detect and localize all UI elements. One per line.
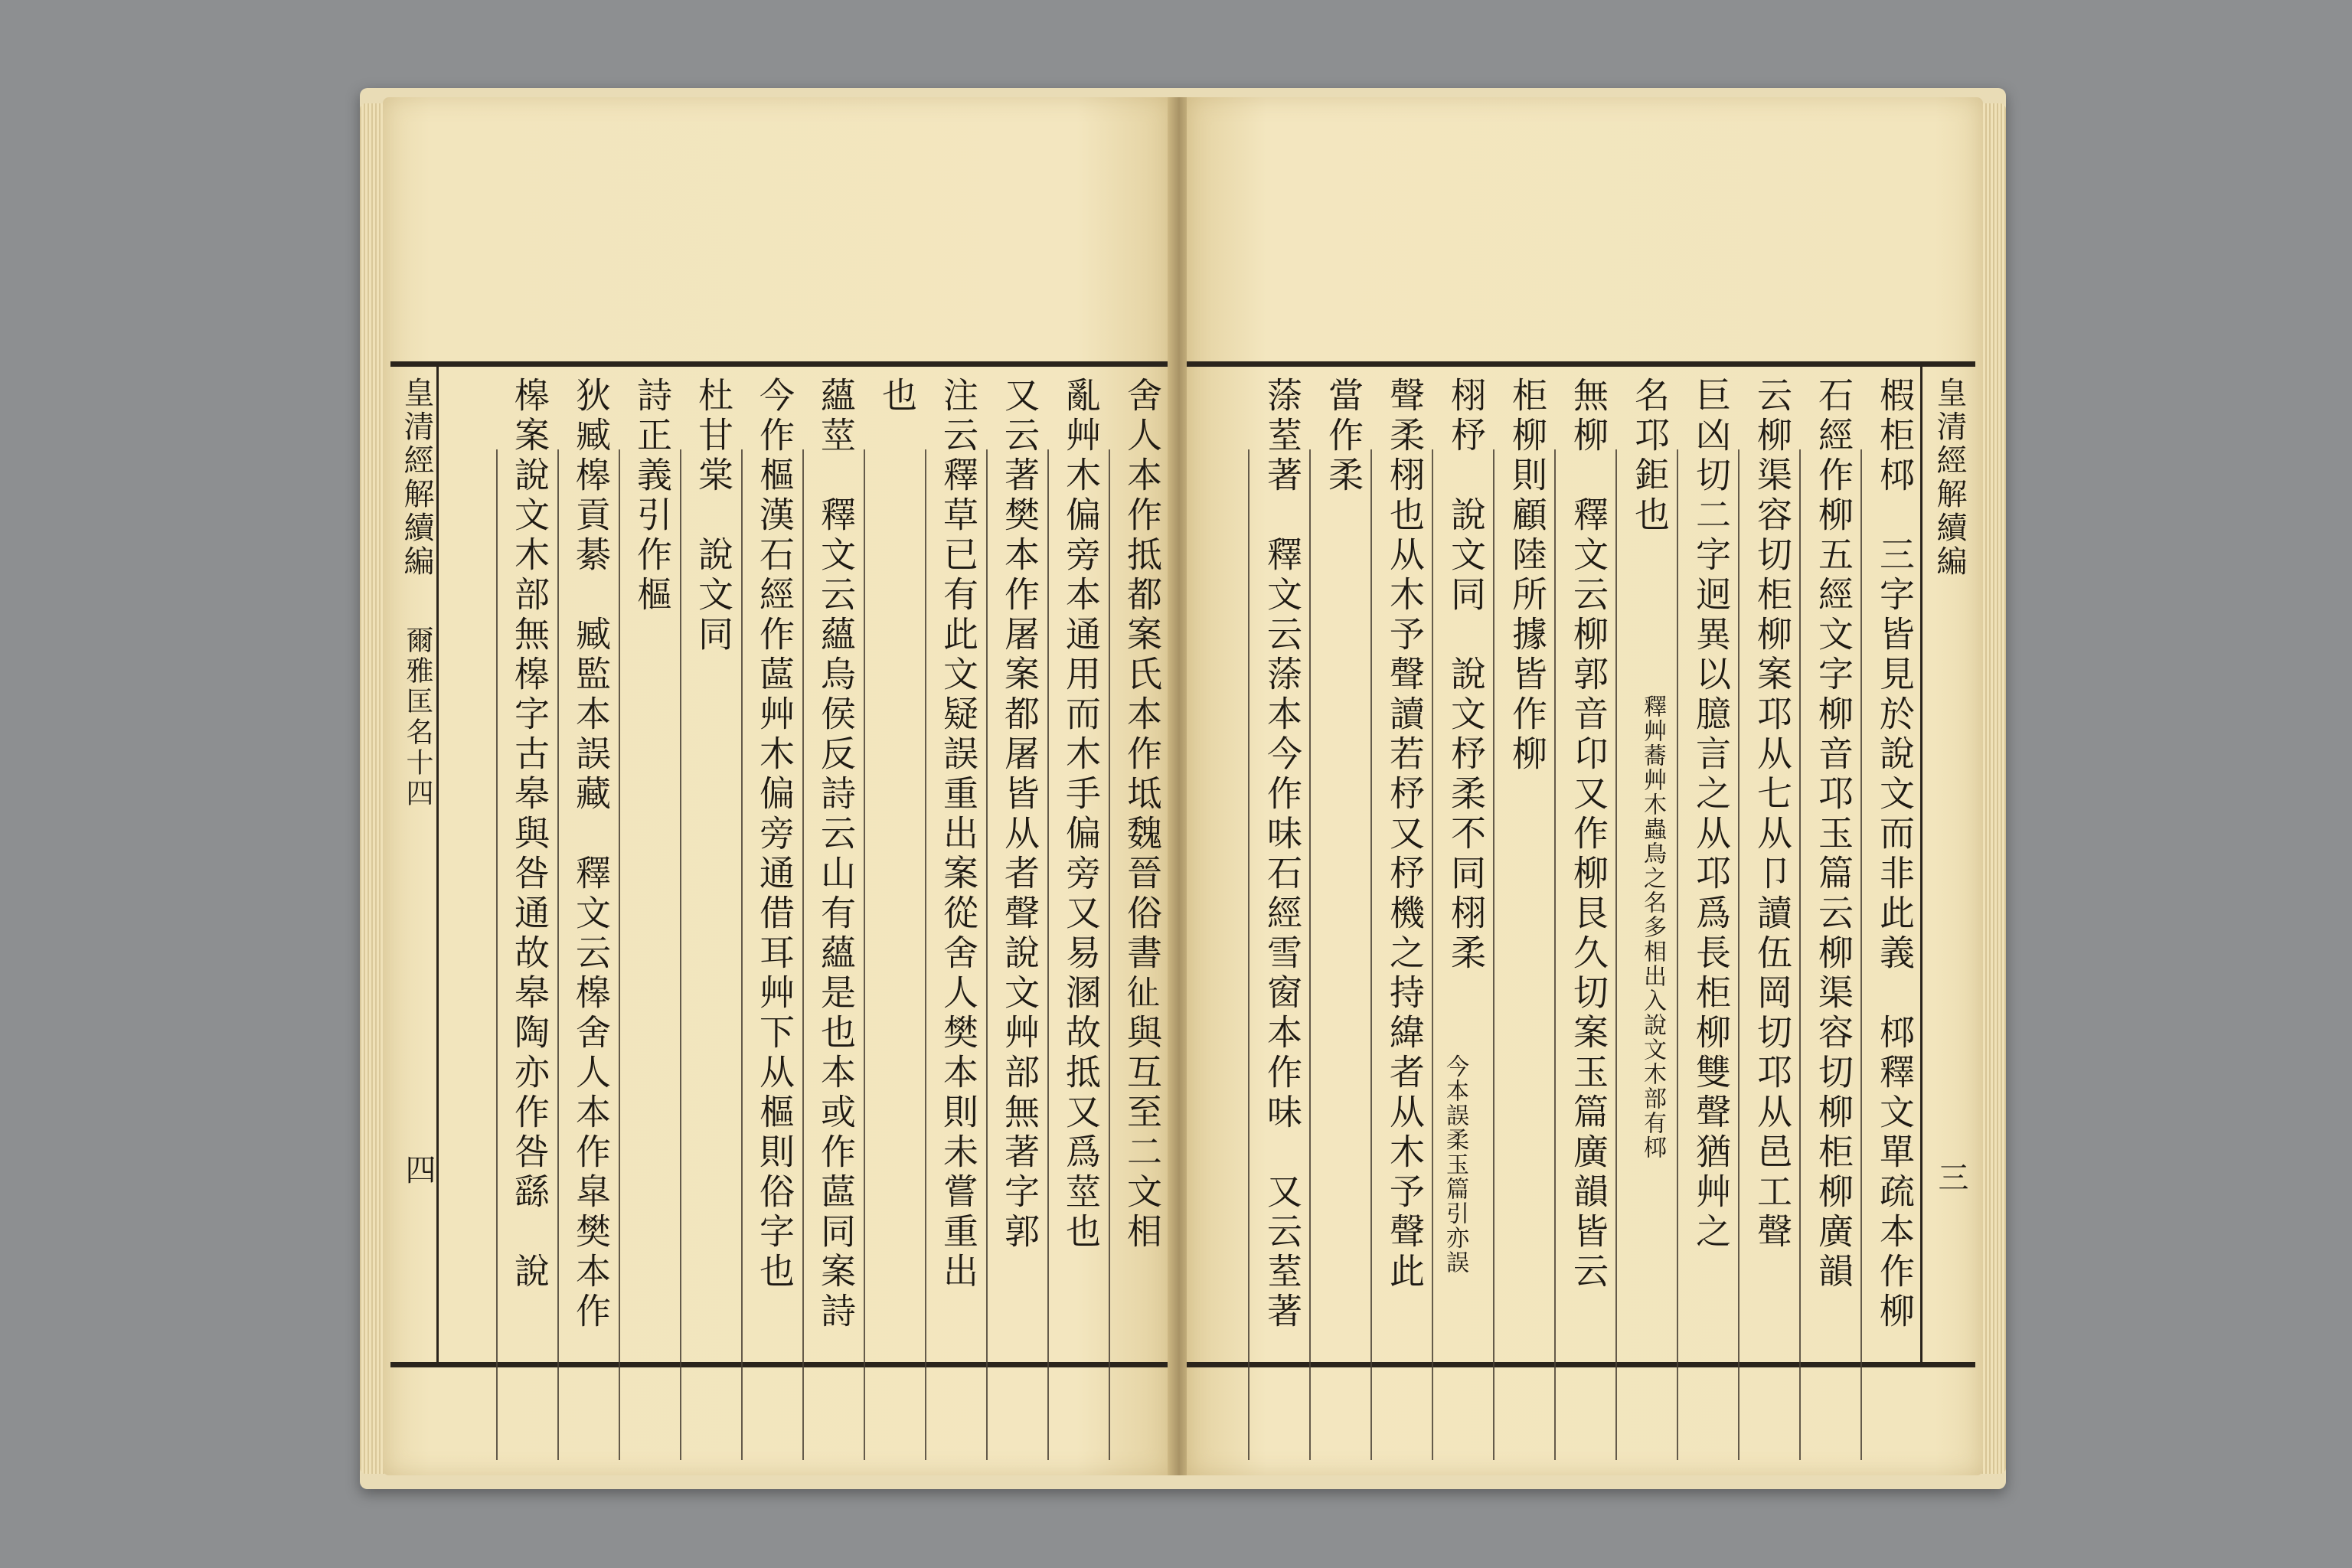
margin-title: 皇清經解續編 bbox=[1932, 377, 1967, 579]
text-column: 云柳渠容切柜柳案邛从七从卩讀伍岡切邛从邑工聲 bbox=[1752, 377, 1793, 1253]
text-column: 也 bbox=[877, 377, 918, 416]
text-column: 舍人本作抵都案氏本作坻魏晉俗書𢓊與互至二文相 bbox=[1122, 377, 1163, 1253]
text-column: 石經作柳五經文字柳音邛玉篇云柳渠容切柳柜柳廣韻 bbox=[1813, 377, 1854, 1292]
text-column: 蒤荎著 釋文云蒤本今作味石經雪窗本作味 又云荎著 bbox=[1262, 377, 1303, 1332]
text-column: 杜甘棠 說文同 bbox=[693, 377, 734, 655]
top-border-rule bbox=[390, 361, 1171, 367]
interlinear-note: 釋艸蕎艸木蟲鳥之名多相出入說文木部有桏 bbox=[1639, 694, 1666, 1160]
margin-section: 爾雅匡名十四 bbox=[402, 626, 433, 809]
text-column: 又云著樊本作屠案都屠皆从者聲說文艸部無著字郭 bbox=[999, 377, 1040, 1253]
page-number: 三 bbox=[1933, 1161, 1968, 1192]
interlinear-note: 今本誤柔玉篇引亦誤 bbox=[1442, 1054, 1468, 1275]
text-column: 無柳 釋文云柳郭音卬又作柳艮久切案玉篇廣韻皆云 bbox=[1568, 377, 1609, 1292]
text-column: 柜柳則顧陸所據皆作柳 bbox=[1507, 377, 1548, 775]
right-page bbox=[1187, 97, 1983, 1475]
open-book bbox=[360, 88, 2006, 1489]
top-border-rule bbox=[1187, 361, 1975, 367]
text-column: 蘊莖 釋文云蘊烏侯反詩云山有蘊是也本或作蓲同案詩 bbox=[815, 377, 857, 1332]
text-column: 槔案說文木部無槔字古皋與咎通故皋陶亦作咎繇 說 bbox=[509, 377, 550, 1292]
page-number: 四 bbox=[400, 1154, 436, 1184]
text-column: 名邛鉅也 bbox=[1629, 377, 1671, 536]
text-column: 聲柔栩也从木予聲讀若杼又杼機之持緯者从木予聲此 bbox=[1384, 377, 1426, 1292]
text-column: 當作柔 bbox=[1323, 377, 1364, 496]
text-column: 巨凶切二字迥異以臆言之从邛爲長柜柳雙聲猶艸之 bbox=[1690, 377, 1732, 1253]
text-column: 亂艸木偏旁本通用而木手偏旁又易溷故抵又爲莖也 bbox=[1060, 377, 1102, 1253]
margin-title: 皇清經解續編 bbox=[399, 377, 434, 579]
text-column: 椵柜桏 三字皆見於說文而非此義 桏釋文單疏本作柳 bbox=[1874, 377, 1916, 1332]
left-page bbox=[383, 97, 1171, 1475]
text-column: 狄臧槔貢綦 臧監本誤藏 釋文云槔舍人本作皐樊本作 bbox=[570, 377, 612, 1332]
text-column: 今作樞漢石經作蓲艸木偏旁通借耳艸下从樞則俗字也 bbox=[754, 377, 795, 1292]
text-column: 栩杼 說文同 說文杼柔不同栩柔 bbox=[1446, 377, 1487, 974]
text-column: 注云釋草已有此文疑誤重出案從舍人樊本則未嘗重出 bbox=[938, 377, 979, 1292]
text-column: 詩正義引作樞 bbox=[632, 377, 673, 616]
bottom-border-rule bbox=[390, 1362, 1171, 1367]
bottom-border-rule bbox=[1187, 1362, 1975, 1367]
